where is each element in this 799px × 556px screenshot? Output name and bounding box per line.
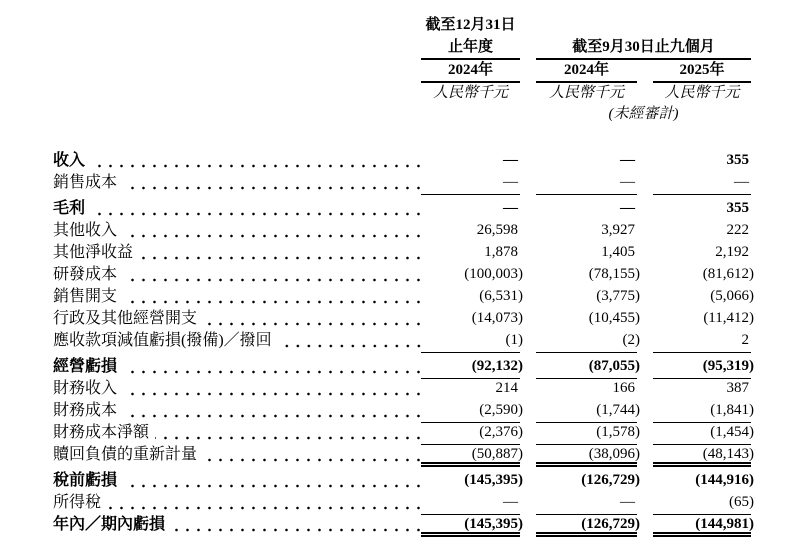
- dot-leader: [91, 199, 421, 221]
- value-9m2024: —: [620, 200, 635, 216]
- table-row: [53, 287, 753, 309]
- row-label: 銷售開支: [53, 288, 118, 305]
- header-spacer: [53, 36, 421, 60]
- row-label: 其他淨收益: [53, 244, 134, 261]
- value-9m2025: 2,192: [715, 244, 749, 260]
- value-9m2024: (38,096): [536, 445, 637, 467]
- dot-leader: [123, 265, 421, 287]
- table-row: [53, 243, 753, 265]
- header-spacer: [53, 60, 421, 83]
- value-fy2024: —: [503, 152, 518, 168]
- table-row: [53, 471, 753, 493]
- row-label: 銷售成本: [53, 174, 118, 191]
- table-row: [53, 173, 753, 195]
- dot-leader: [171, 515, 421, 537]
- value-9m2025: (144,981): [653, 515, 751, 537]
- row-label-cell: [53, 221, 421, 243]
- value-9m2024: (2): [536, 331, 637, 353]
- row-label: 行政及其他經營開支: [53, 310, 198, 327]
- value-9m2025: (95,319): [653, 357, 751, 379]
- header-period-nine-months: 截至9月30日止九個月: [536, 36, 751, 60]
- row-label-cell: [53, 471, 421, 493]
- value-9m2025: (1,841): [653, 401, 751, 423]
- value-9m2025: (144,916): [695, 472, 754, 488]
- value-9m2024: (78,155): [588, 266, 640, 282]
- table-row: [53, 309, 753, 331]
- header-spacer: [53, 83, 421, 104]
- dot-leader: [278, 331, 421, 353]
- row-label: 經營虧損: [53, 358, 118, 375]
- value-fy2024: (14,073): [471, 310, 523, 326]
- header-row-years: [53, 60, 753, 83]
- dot-leader: [123, 173, 421, 195]
- dot-leader: [123, 221, 421, 243]
- value-fy2024: —: [421, 173, 520, 195]
- header-year-9m2025: 2025年: [653, 60, 751, 83]
- dot-leader: [123, 357, 421, 379]
- row-label-cell: [53, 445, 421, 467]
- dot-leader: [123, 379, 421, 401]
- value-9m2025: (65): [653, 493, 751, 515]
- value-9m2024: 166: [612, 380, 635, 396]
- row-label-cell: [53, 493, 421, 515]
- value-fy2024: (50,887): [421, 445, 520, 467]
- value-9m2025: 355: [726, 152, 749, 168]
- table-row: [53, 379, 753, 401]
- dot-leader: [203, 445, 421, 467]
- header-unit-fy2024: 人民幣千元: [432, 85, 508, 101]
- table-row: [53, 493, 753, 515]
- header-row-period-line2: [53, 36, 753, 60]
- table-row: [53, 401, 753, 423]
- value-9m2024: 3,927: [601, 222, 635, 238]
- row-label-cell: [53, 423, 421, 445]
- value-9m2024: —: [536, 173, 637, 195]
- value-9m2024: 1,405: [601, 244, 635, 260]
- dot-leader: [107, 493, 421, 515]
- header-row-period-line1: [53, 14, 753, 36]
- value-9m2025: (48,143): [653, 445, 751, 467]
- table-row: [53, 445, 753, 467]
- row-label: 其他收入: [53, 222, 118, 239]
- value-fy2024: 214: [495, 380, 518, 396]
- value-9m2025: 222: [726, 222, 749, 238]
- header-row-unaudited: [53, 104, 753, 126]
- value-9m2024: —: [620, 152, 635, 168]
- value-9m2025: (81,612): [702, 266, 754, 282]
- dot-leader: [203, 309, 421, 331]
- value-fy2024: (6,531): [479, 288, 523, 304]
- value-9m2024: (87,055): [536, 357, 637, 379]
- row-label-cell: [53, 331, 421, 353]
- value-9m2025: (11,412): [703, 310, 754, 326]
- row-label-cell: [53, 243, 421, 265]
- header-spacer: [421, 104, 520, 126]
- income-statement-table: [53, 10, 753, 537]
- row-label: 毛利: [53, 200, 86, 217]
- header-spacer: [53, 104, 421, 126]
- table-row: [53, 265, 753, 287]
- row-label-cell: [53, 357, 421, 379]
- header-spacer: [53, 14, 421, 36]
- table-row: [53, 151, 753, 173]
- value-9m2025: 355: [726, 200, 749, 216]
- value-fy2024: 26,598: [476, 222, 518, 238]
- header-year-9m2024: 2024年: [536, 60, 637, 83]
- value-9m2024: (1,744): [536, 401, 637, 423]
- value-fy2024: (92,132): [421, 357, 520, 379]
- dot-leader: [123, 401, 421, 423]
- value-fy2024: 1,878: [484, 244, 518, 260]
- value-fy2024: (145,395): [421, 515, 520, 537]
- row-label: 所得稅: [53, 494, 102, 511]
- row-label: 應收款項減值虧損(撥備)／撥回: [53, 332, 272, 349]
- row-label-cell: [53, 151, 421, 173]
- header-unaudited-note: (未經審計): [608, 106, 679, 122]
- table-row: [53, 221, 753, 243]
- header-unit-9m2025: 人民幣千元: [664, 85, 740, 101]
- table-row: [53, 515, 753, 537]
- dot-leader: [91, 151, 421, 173]
- value-fy2024: (145,395): [464, 472, 523, 488]
- value-9m2025: 387: [726, 380, 749, 396]
- dot-leader: [139, 243, 421, 265]
- header-unit-9m2024: 人民幣千元: [548, 85, 624, 101]
- row-label-cell: [53, 199, 421, 221]
- table-body: [53, 151, 753, 537]
- value-9m2024: (10,455): [588, 310, 640, 326]
- header-period-fy-line1: 截至12月31日: [425, 17, 516, 33]
- value-9m2024: (1,578): [536, 423, 637, 445]
- table-row: [53, 331, 753, 353]
- value-fy2024: (2,590): [421, 401, 520, 423]
- value-9m2025: (5,066): [710, 288, 754, 304]
- row-label: 財務收入: [53, 380, 118, 397]
- row-label-cell: [53, 173, 421, 195]
- value-9m2024: (126,729): [536, 515, 637, 537]
- table-row: [53, 199, 753, 221]
- value-9m2025: 2: [653, 331, 751, 353]
- value-9m2025: (1,454): [653, 423, 751, 445]
- row-label: 財務成本淨額: [53, 424, 150, 441]
- value-9m2024: —: [536, 493, 637, 515]
- row-label: 年內／期內虧損: [53, 516, 166, 533]
- header-year-fy2024: 2024年: [421, 60, 520, 83]
- value-fy2024: (2,376): [421, 423, 520, 445]
- header-row-units: [53, 83, 753, 104]
- row-label-cell: [53, 287, 421, 309]
- value-fy2024: (1): [421, 331, 520, 353]
- header-period-fy-line2: 止年度: [421, 36, 520, 60]
- row-label: 收入: [53, 152, 86, 169]
- row-label: 贖回負債的重新計量: [53, 446, 198, 463]
- row-label-cell: [53, 515, 421, 537]
- dot-leader: [155, 423, 421, 445]
- table-row: [53, 423, 753, 445]
- value-9m2024: (126,729): [581, 472, 640, 488]
- value-9m2025: —: [653, 173, 751, 195]
- dot-leader: [123, 471, 421, 493]
- row-label-cell: [53, 401, 421, 423]
- table-row: [53, 357, 753, 379]
- header-spacer: [536, 14, 751, 36]
- row-label-cell: [53, 379, 421, 401]
- row-label: 財務成本: [53, 402, 118, 419]
- row-label: 研發成本: [53, 266, 118, 283]
- row-label: 稅前虧損: [53, 472, 118, 489]
- value-fy2024: (100,003): [464, 266, 523, 282]
- dot-leader: [123, 287, 421, 309]
- value-fy2024: —: [503, 200, 518, 216]
- row-label-cell: [53, 265, 421, 287]
- value-9m2024: (3,775): [596, 288, 640, 304]
- value-fy2024: —: [421, 493, 520, 515]
- row-label-cell: [53, 309, 421, 331]
